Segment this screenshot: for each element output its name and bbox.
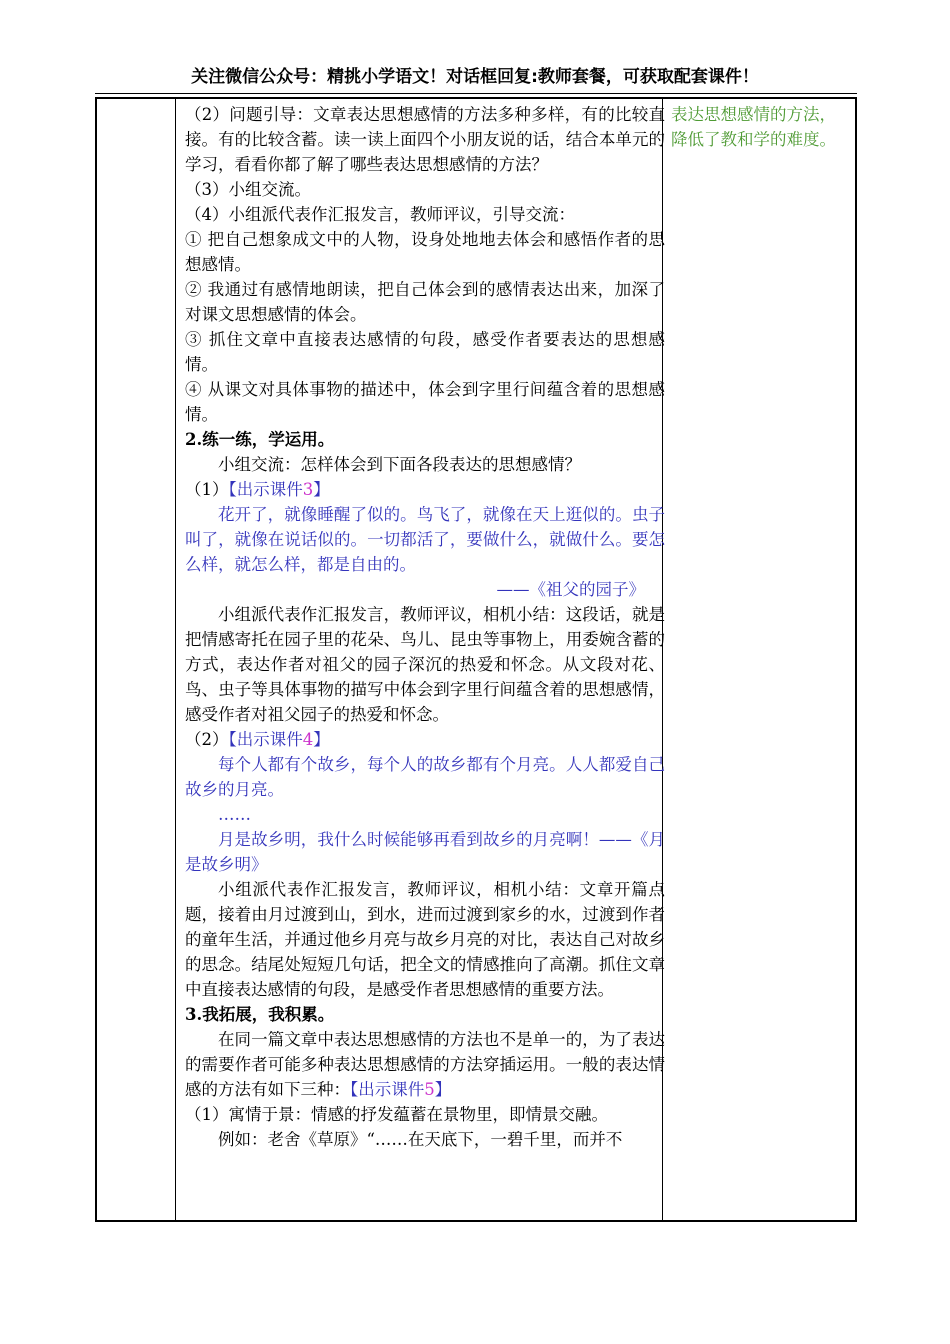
method-item-4: ④ 从课文对具体事物的描述中，体会到字里行间蕴含着的思想感情。 bbox=[185, 380, 665, 424]
column-divider-1 bbox=[175, 99, 176, 1220]
quote-moon-2: 月是故乡明，我什么时候能够再看到故乡的月亮啊！——《月是故乡明》 bbox=[185, 830, 665, 874]
method-item-2: ② 我通过有感情地朗读，把自己体会到的感情表达出来，加深了对课文思想感情的体会。 bbox=[185, 280, 665, 324]
practice-prompt: 小组交流：怎样体会到下面各段表达的思想感情？ bbox=[218, 455, 581, 474]
quote-source-1: ——《祖父的园子》 bbox=[496, 580, 645, 599]
group-report-intro: （4）小组派代表作汇报发言，教师评议，引导交流： bbox=[185, 205, 575, 224]
quote-grandfather-garden: 花开了，就像睡醒了似的。鸟飞了，就像在天上逛似的。虫子叫了，就像在说话似的。一切都活了，要做什么，就做什么。要怎么样，就怎么样，都是自由的。 bbox=[185, 505, 665, 574]
courseware-link: 【出示课件4】 bbox=[228, 730, 330, 749]
quote-ellipsis: …… bbox=[218, 805, 251, 824]
quote-moon-1: 每个人都有个故乡，每个人的故乡都有个月亮。人人都爱自己故乡的月亮。 bbox=[185, 755, 665, 799]
courseware-link: 【出示课件3】 bbox=[228, 480, 330, 499]
lesson-table bbox=[95, 97, 857, 1222]
item-number: （2） bbox=[185, 730, 229, 749]
summary-1: 小组派代表作汇报发言，教师评议，相机小结：这段话，就是把情感寄托在园子里的花朵、鸟儿、昆虫等事物上，用委婉含蓄的方式，表达作者对祖父的园子深沉的热爱和怀念。从文段对花、鸟、虫子等具体事物的描写中体会到字里行间蕴含着的思想感情，感受作者对祖父园子的热爱和怀念。 bbox=[185, 605, 665, 724]
slide-ref-3 bbox=[185, 477, 665, 502]
section-heading-3: 3.我拓展，我积累。 bbox=[185, 1005, 335, 1024]
method-item-3: ③ 抓住文章中直接表达感情的句段，感受作者要表达的思想感情。 bbox=[185, 330, 665, 374]
design-intent-note: 表达思想感情的方法，降低了教和学的难度。 bbox=[671, 105, 836, 149]
summary-2: 小组派代表作汇报发言，教师评议，相机小结：文章开篇点题，接着由月过渡到山，到水，进而过渡到家乡的水，过渡到作者的童年生活，并通过他乡月亮与故乡月亮的对比，表达自己对故乡的思念。结尾处短短几句话，把全文的情感推向了高潮。抓住文章中直接表达感情的句段，是感受作者思想感情的重要方法。 bbox=[185, 880, 665, 999]
promo-header: 关注微信公众号：精挑小学语文！对话框回复:教师套餐，可获取配套课件！ bbox=[191, 67, 759, 87]
extension-intro: 在同一篇文章中表达思想感情的方法也不是单一的，为了表达的需要作者可能多种表达思想感情的方法穿插运用。一般的表达情感的方法有如下三种：【出示课件5】 bbox=[185, 1030, 665, 1099]
item-number: （1） bbox=[185, 480, 229, 499]
group-discussion: （3）小组交流。 bbox=[185, 180, 311, 199]
method-scene-emotion: （1）寓情于景：情感的抒发蕴蓄在景物里，即情景交融。 bbox=[185, 1105, 608, 1124]
example-grassland: 例如：老舍《草原》“……在天底下，一碧千里，而并不 bbox=[218, 1130, 623, 1149]
courseware-link: 【出示课件5】 bbox=[350, 1080, 452, 1099]
slide-ref-4 bbox=[185, 727, 665, 752]
method-item-1: ① 把自己想象成文中的人物，设身处地地去体会和感悟作者的思想感情。 bbox=[185, 230, 665, 274]
header-divider bbox=[95, 93, 857, 94]
lesson-content-cell bbox=[185, 102, 665, 1222]
question-guide: （2）问题引导：文章表达思想感情的方法多种多样，有的比较直接。有的比较含蓄。读一读上面四个小朋友说的话，结合本单元的学习，看看你都了解了哪些表达思想感情的方法？ bbox=[185, 105, 665, 174]
section-heading-2: 2.练一练，学运用。 bbox=[185, 430, 335, 449]
